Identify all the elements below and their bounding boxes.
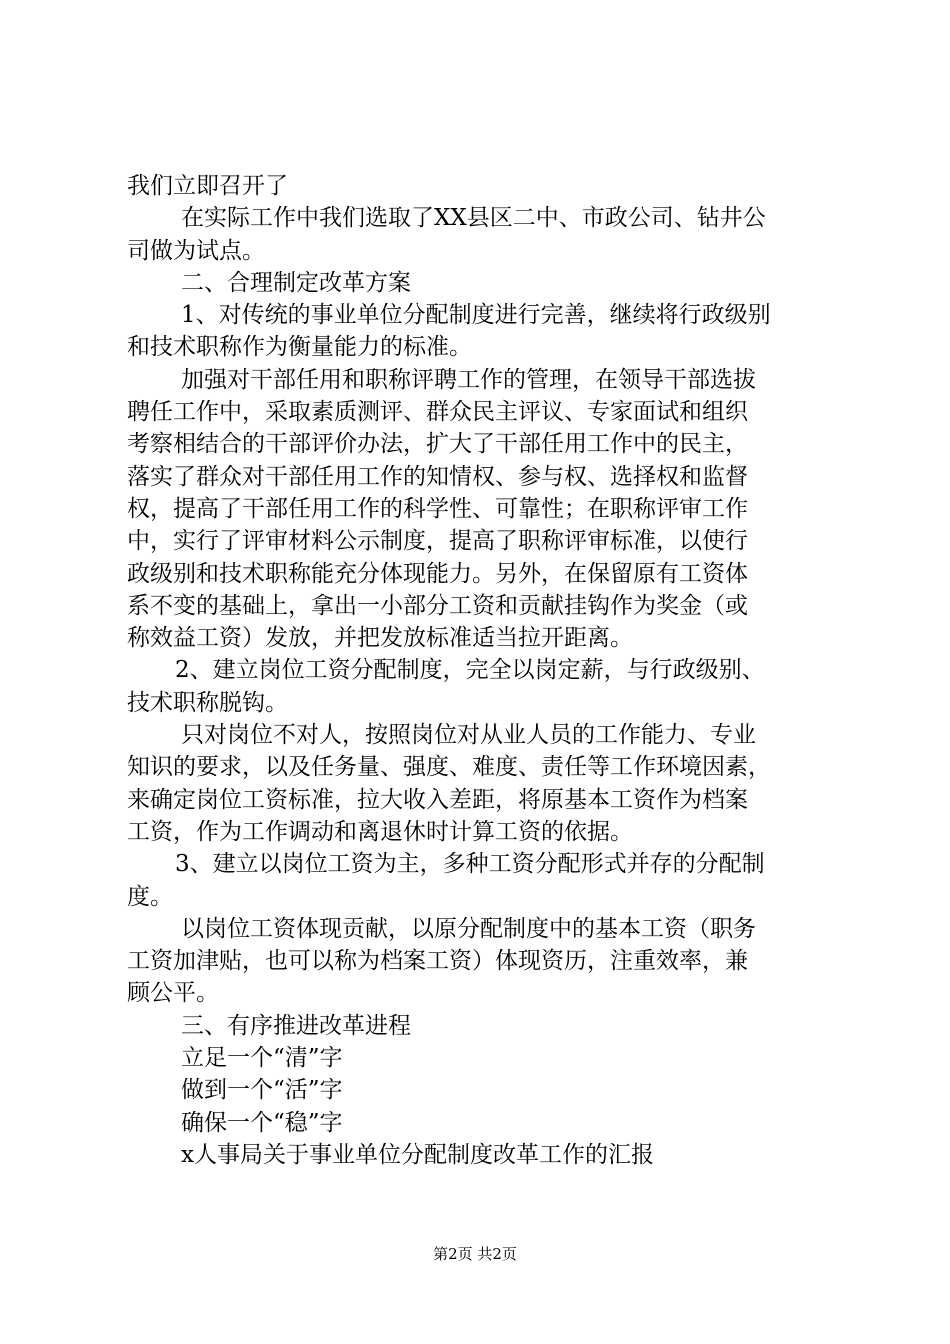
page-footer: 第2页 共2页 [433, 1245, 517, 1263]
text-line-22: 3、建立以岗位工资为主，多种工资分配形式并存的分配制 [175, 851, 765, 878]
text-line-1: 我们立即召开了 [127, 173, 288, 199]
text-line-18: 只对岗位不对人，按照岗位对从业人员的工作能力、专业 [181, 722, 756, 749]
section-heading-2: 二、合理制定改革方案 [181, 269, 411, 296]
text-line-16: 2、建立岗位工资分配制度，完全以岗定薪，与行政级别、 [175, 657, 765, 684]
text-line-21: 工资，作为工作调动和离退休时计算工资的依据。 [127, 818, 633, 845]
text-line-10: 落实了群众对干部任用工作的知情权、参与权、选择权和监督 [127, 463, 748, 490]
text-line-6: 和技术职称作为衡量能力的标准。 [127, 334, 472, 361]
text-line-17: 技术职称脱钩。 [127, 689, 288, 716]
text-line-26: 顾公平。 [127, 980, 219, 1007]
text-line-8: 聘任工作中，采取素质测评、群众民主评议、专家面试和组织 [127, 399, 748, 426]
text-line-13: 政级别和技术职称能充分体现能力。另外，在保留原有工资体 [127, 560, 748, 587]
text-line-3: 司做为试点。 [127, 237, 265, 264]
text-line-20: 来确定岗位工资标准，拉大收入差距，将原基本工资作为档案 [127, 786, 748, 813]
text-line-15: 称效益工资）发放，并把发放标准适当拉开距离。 [127, 625, 633, 652]
text-line-14: 系不变的基础上，拿出一小部分工资和贡献挂钩作为奖金（或 [127, 592, 748, 619]
text-line-30: 确保一个“稳”字 [181, 1109, 343, 1136]
text-line-2: 在实际工作中我们选取了XX县区二中、市政公司、钻井公 [181, 205, 766, 232]
text-line-29: 做到一个“活”字 [181, 1077, 343, 1104]
text-line-31: x人事局关于事业单位分配制度改革工作的汇报 [181, 1141, 654, 1168]
text-line-5: 1、对传统的事业单位分配制度进行完善，继续将行政级别 [181, 302, 771, 329]
text-line-12: 中，实行了评审材料公示制度，提高了职称评审标准，以使行 [127, 528, 748, 555]
text-line-9: 考察相结合的干部评价办法，扩大了干部任用工作中的民主， [127, 431, 748, 458]
text-line-19: 知识的要求，以及任务量、强度、难度、责任等工作环境因素， [127, 754, 771, 781]
text-line-24: 以岗位工资体现贡献，以原分配制度中的基本工资（职务 [181, 915, 756, 942]
section-heading-3: 三、有序推进改革进程 [181, 1012, 411, 1039]
text-line-28: 立足一个“清”字 [181, 1045, 343, 1072]
text-line-25: 工资加津贴，也可以称为档案工资）体现资历，注重效率，兼 [127, 948, 748, 975]
document-body [127, 170, 837, 1171]
text-line-23: 度。 [127, 883, 173, 910]
text-line-11: 权，提高了干部任用工作的科学性、可靠性；在职称评审工作 [127, 495, 748, 522]
text-line-7: 加强对干部任用和职称评聘工作的管理，在领导干部选拔 [181, 366, 756, 393]
